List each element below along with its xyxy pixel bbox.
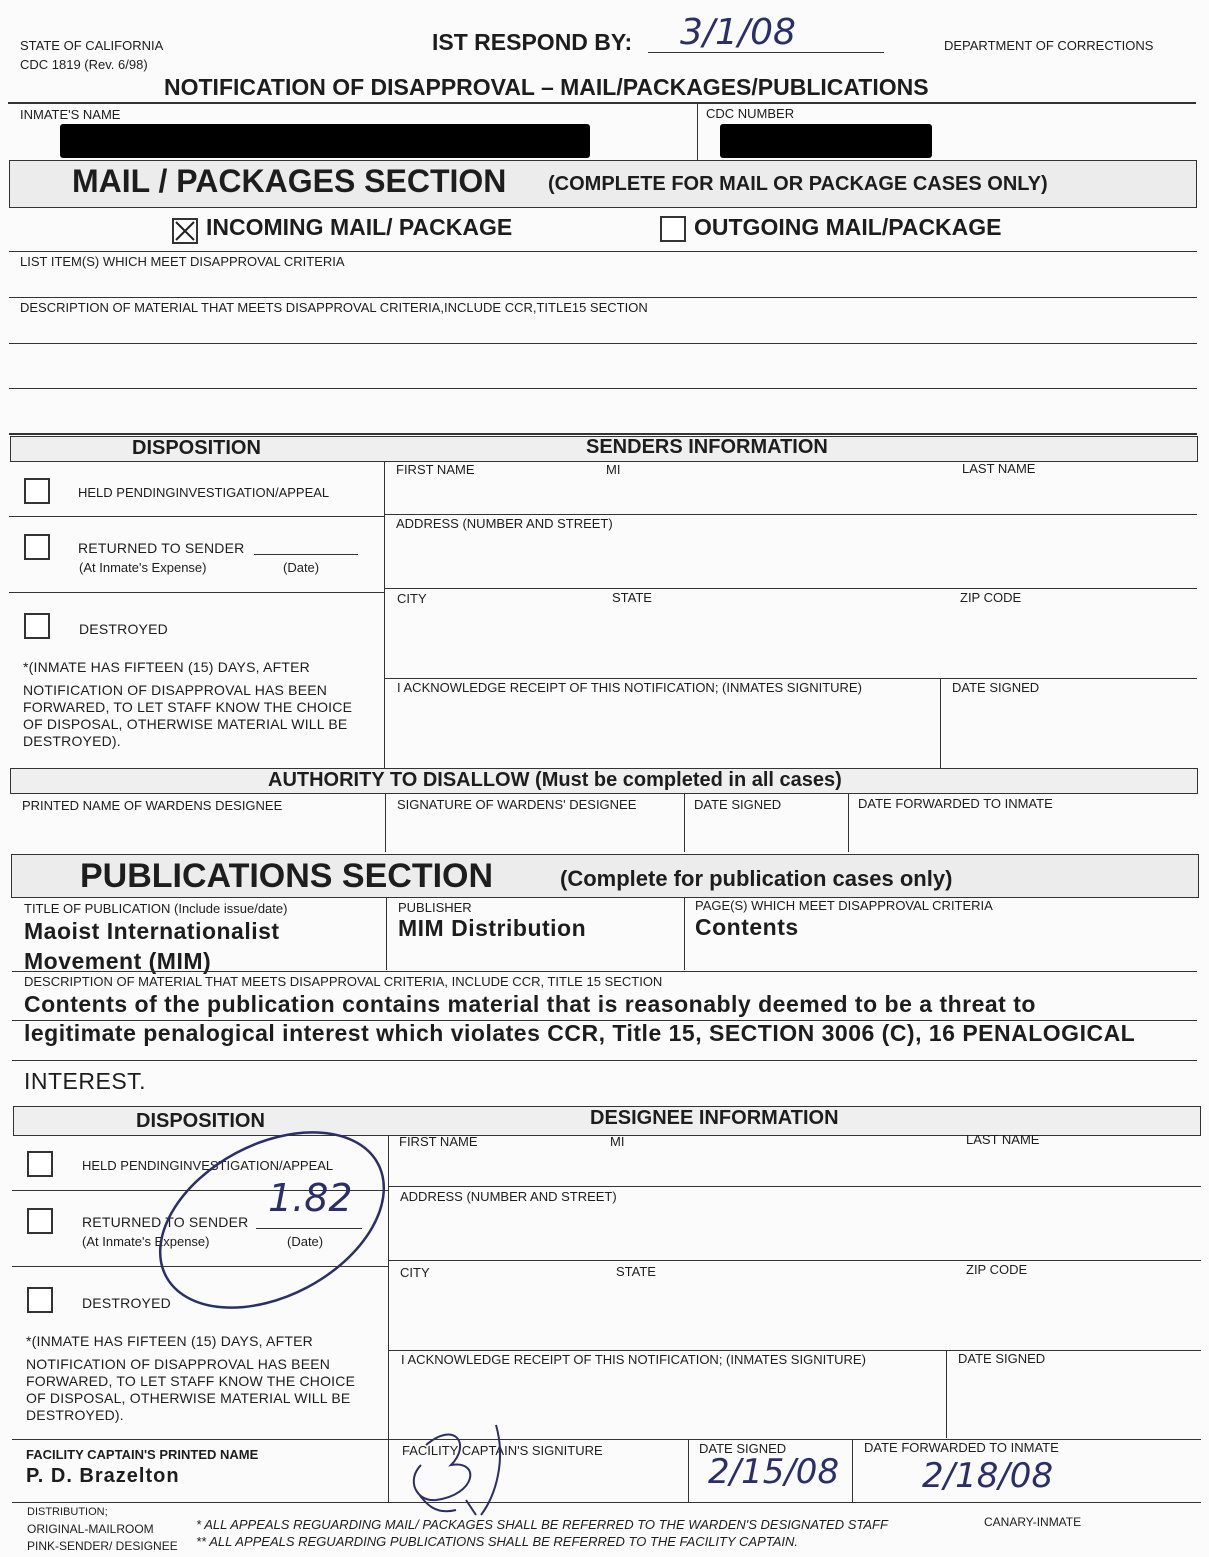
respond-by-date[interactable]: 3/1/08 [680,12,796,53]
rule [9,388,1197,389]
mail-returned-label: RETURNED TO SENDER [78,540,245,556]
incoming-mail-checkbox[interactable] [172,218,198,244]
incoming-mail-label: INCOMING MAIL/ PACKAGE [206,214,513,240]
handwritten-note: 1.82 [268,1176,353,1220]
wardens-date-signed-label[interactable]: DATE SIGNED [694,797,782,812]
pub-held-label: HELD PENDINGINVESTIGATION/APPEAL [82,1158,334,1173]
rule [9,343,1197,344]
designee-acknowledge-label[interactable]: I ACKNOWLEDGE RECEIPT OF THIS NOTIFICATION; (INMATES SIGNITURE) [401,1352,866,1367]
rule [9,592,385,593]
column-divider [848,794,849,852]
mail-notice-line1: *(INMATE HAS FIFTEEN (15) DAYS, AFTER [23,659,310,675]
rule [9,251,1197,252]
state-label: STATE OF CALIFORNIA [20,38,164,53]
pages-label: PAGE(S) WHICH MEET DISAPPROVAL CRITERIA [695,898,993,913]
distribution-label: DISTRIBUTION; [27,1506,108,1518]
column-divider [688,1440,689,1502]
cdc-divider [697,104,698,160]
column-divider [385,794,386,852]
checkmark-x-icon [174,220,196,242]
designee-zip-label[interactable]: ZIP CODE [966,1262,1028,1277]
captain-signature-label: FACILITY CAPTAIN'S SIGNITURE [402,1443,603,1458]
captain-printed-name-value[interactable]: P. D. Brazelton [26,1465,180,1487]
sender-state-label[interactable]: STATE [612,590,652,605]
rule [385,588,1197,589]
returned-date-line[interactable] [254,554,358,555]
pub-held-checkbox[interactable] [27,1151,53,1177]
rule [389,1186,1201,1187]
outgoing-mail-label: OUTGOING MAIL/PACKAGE [694,214,1002,240]
form-number: CDC 1819 (Rev. 6/98) [20,57,148,72]
rule [9,297,1197,298]
column-divider [684,794,685,852]
pub-description-line3[interactable]: INTEREST. [24,1068,147,1094]
publisher-value[interactable]: MIM Distribution [398,915,587,941]
pub-disposition-title: DISPOSITION [136,1110,265,1132]
mail-section-subtitle: (COMPLETE FOR MAIL OR PACKAGE CASES ONLY) [548,173,1048,195]
column-divider [940,678,941,768]
pub-destroyed-checkbox[interactable] [27,1287,53,1313]
rule [12,1266,389,1267]
designee-info-title: DESIGNEE INFORMATION [590,1107,839,1129]
pub-description-line2[interactable]: legitimate penalogical interest which violates CCR, Title 15, SECTION 3006 (C), 16 PENALOGICAL [24,1020,1136,1046]
cdc-number-label[interactable]: CDC NUMBER [706,106,795,121]
pub-description-label: DESCRIPTION OF MATERIAL THAT MEETS DISAPPROVAL CRITERIA, INCLUDE CCR, TITLE 15 SECTION [24,974,663,989]
sender-last-name-label[interactable]: LAST NAME [962,461,1036,476]
wardens-signature-label[interactable]: SIGNATURE OF WARDENS' DESIGNEE [397,797,637,812]
sender-mi-label[interactable]: MI [606,462,621,477]
mail-description-label[interactable]: DESCRIPTION OF MATERIAL THAT MEETS DISAPPROVAL CRITERIA,INCLUDE CCR,TITLE15 SECTION [20,300,648,315]
mail-disposition-title: DISPOSITION [132,437,261,459]
captain-date-forwarded-label: DATE FORWARDED TO INMATE [864,1440,1059,1455]
mail-section-title: MAIL / PACKAGES SECTION [72,163,507,199]
list-items-label[interactable]: LIST ITEM(S) WHICH MEET DISAPPROVAL CRITERIA [20,254,345,269]
mail-held-label: HELD PENDINGINVESTIGATION/APPEAL [78,485,330,500]
publication-title-label: TITLE OF PUBLICATION (Include issue/date) [24,901,288,916]
senders-info-title: SENDERS INFORMATION [586,436,828,458]
distribution-pink: PINK-SENDER/ DESIGNEE [27,1539,178,1553]
mail-destroyed-checkbox[interactable] [24,613,50,639]
designee-address-label[interactable]: ADDRESS (NUMBER AND STREET) [400,1189,617,1204]
mail-held-checkbox[interactable] [24,478,50,504]
mail-destroyed-label: DESTROYED [79,621,168,637]
pub-destroyed-label: DESTROYED [82,1295,171,1311]
captain-printed-name-label: FACILITY CAPTAIN'S PRINTED NAME [26,1447,259,1462]
pub-notice-body: NOTIFICATION OF DISAPPROVAL HAS BEEN FORWARED, TO LET STAFF KNOW THE CHOICE OF DISPOSAL, OTHERWISE MATERIAL WILL BE DESTROYED). [26,1356,356,1423]
footer-note-mail: * ALL APPEALS REGUARDING MAIL/ PACKAGES SHALL BE REFERRED TO THE WARDEN'S DESIGNATED STAFF [196,1517,888,1532]
column-divider [852,1440,853,1502]
pub-notice-line1: *(INMATE HAS FIFTEEN (15) DAYS, AFTER [26,1333,313,1349]
designee-date-signed-label[interactable]: DATE SIGNED [958,1351,1046,1366]
designee-first-name-label[interactable]: FIRST NAME [399,1134,478,1149]
authority-title: AUTHORITY TO DISALLOW (Must be completed in all cases) [268,769,842,791]
pages-value[interactable]: Contents [695,914,799,940]
respond-by-label: IST RESPOND BY: [432,29,633,55]
column-divider [384,461,385,768]
pub-returned-checkbox[interactable] [27,1208,53,1234]
publications-subtitle: (Complete for publication cases only) [560,866,953,891]
distribution-canary: CANARY-INMATE [984,1515,1082,1529]
rule [389,1350,1201,1351]
pub-description-line1[interactable]: Contents of the publication contains material that is reasonably deemed to be a threat to [24,991,1036,1017]
publisher-label: PUBLISHER [398,900,472,915]
mail-date-label: (Date) [283,560,320,575]
designee-state-label[interactable]: STATE [616,1264,656,1279]
rule [12,1502,1201,1503]
sender-acknowledge-label[interactable]: I ACKNOWLEDGE RECEIPT OF THIS NOTIFICATION; (INMATES SIGNITURE) [397,680,862,695]
captain-date-forwarded-value[interactable]: 2/18/08 [922,1456,1054,1496]
inmate-name-label[interactable]: INMATE'S NAME [20,107,121,122]
sender-address-label[interactable]: ADDRESS (NUMBER AND STREET) [396,516,613,531]
footer-note-publications: ** ALL APPEALS REGUARDING PUBLICATIONS SHALL BE REFERRED TO THE FACILITY CAPTAIN. [196,1534,799,1549]
rule [385,678,1197,679]
mail-returned-checkbox[interactable] [24,534,50,560]
captain-date-signed-value[interactable]: 2/15/08 [708,1452,840,1492]
rule [9,433,1197,435]
pub-date-label: (Date) [287,1234,324,1249]
captain-signature-scribble[interactable] [396,1420,546,1520]
pen-circle-annotation [148,1128,408,1318]
captain-date-signed-label: DATE SIGNED [699,1441,787,1456]
form-title: NOTIFICATION OF DISAPPROVAL – MAIL/PACKAGES/PUBLICATIONS [164,74,929,100]
cdc-number-redaction [720,124,932,158]
mail-notice-body: NOTIFICATION OF DISAPPROVAL HAS BEEN FORWARED, TO LET STAFF KNOW THE CHOICE OF DISPOSAL, OTHERWISE MATERIAL WILL BE DESTROYED). [23,682,353,749]
designee-mi-label[interactable]: MI [610,1134,625,1149]
pub-returned-label: RETURNED TO SENDER [82,1214,249,1230]
rule [12,1060,1197,1061]
designee-city-label[interactable]: CITY [400,1265,430,1280]
distribution-original: ORIGINAL-MAILROOM [27,1522,154,1536]
publications-title: PUBLICATIONS SECTION [80,857,494,895]
rule [389,1260,1201,1261]
rule [12,971,1197,972]
sender-date-signed-label[interactable]: DATE SIGNED [952,680,1040,695]
sender-first-name-label[interactable]: FIRST NAME [396,462,475,477]
publication-title-value[interactable]: Maoist Internationalist Movement (MIM) [24,918,280,974]
column-divider [946,1350,947,1438]
rule [9,516,385,517]
inmate-name-redaction [60,124,590,158]
sender-city-label[interactable]: CITY [397,591,427,606]
column-divider [386,898,387,970]
wardens-printed-name-label[interactable]: PRINTED NAME OF WARDENS DESIGNEE [22,798,283,813]
column-divider [684,898,685,970]
wardens-date-forwarded-label[interactable]: DATE FORWARDED TO INMATE [858,796,1053,811]
mail-expense-label: (At Inmate's Expense) [79,560,207,575]
outgoing-mail-checkbox[interactable] [660,216,686,242]
title-rule [8,102,1196,104]
sender-zip-label[interactable]: ZIP CODE [960,590,1022,605]
designee-last-name-label[interactable]: LAST NAME [966,1132,1040,1147]
department-label: DEPARTMENT OF CORRECTIONS [944,38,1154,53]
rule [385,514,1197,515]
pub-expense-label: (At Inmate's Expense) [82,1234,210,1249]
